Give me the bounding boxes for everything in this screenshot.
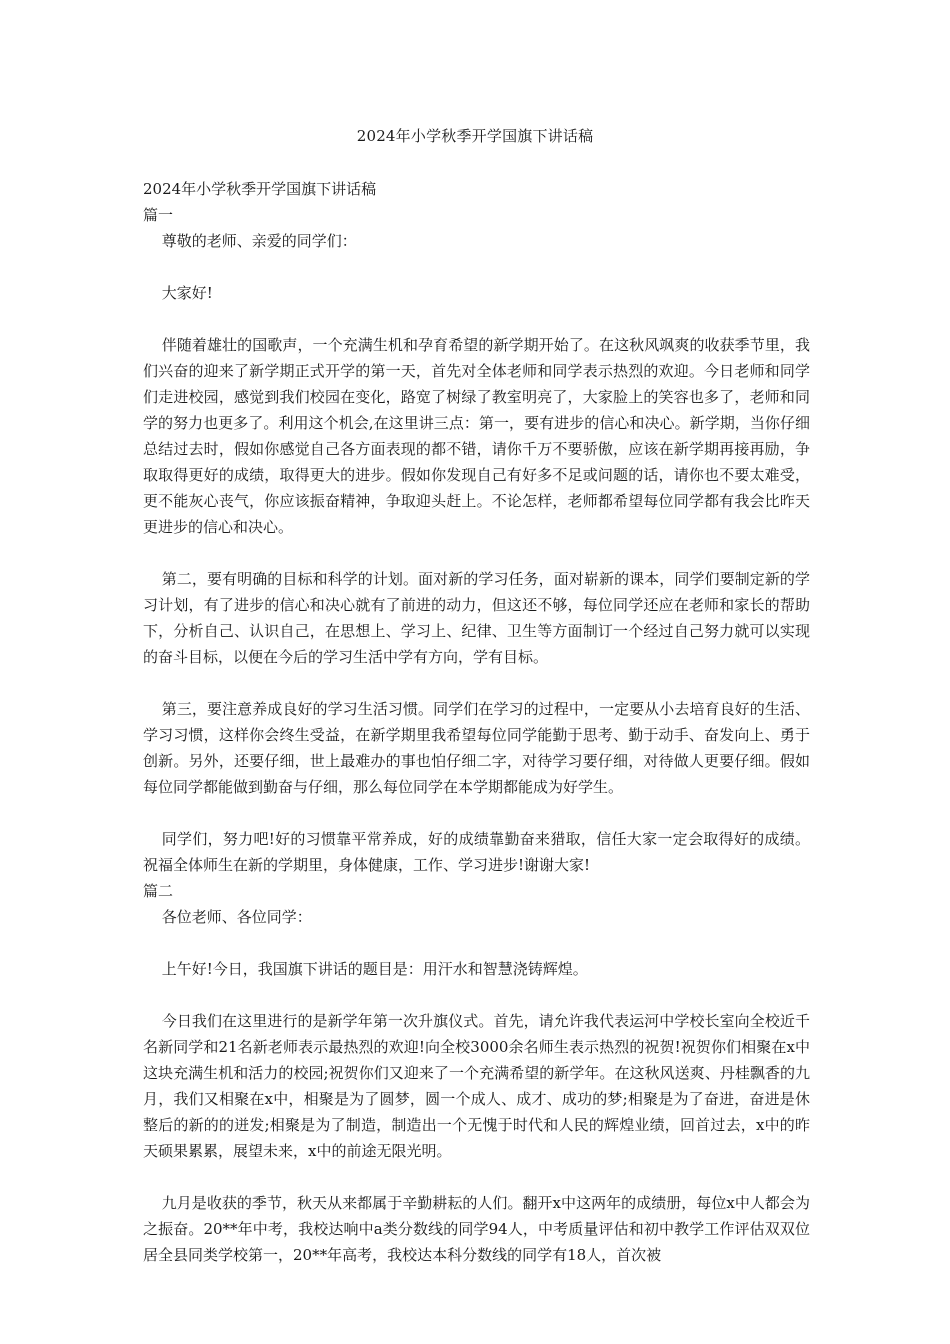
spacer bbox=[143, 800, 810, 826]
section2-paragraph-2: 九月是收获的季节，秋天从来都属于辛勤耕耘的人们。翻开x中这两年的成绩册，每位x中人都会为之振奋。20**年中考，我校达响中a类分数线的同学94人，中考质量评估和初中教学工作评估双双位居全县同类学校第一，20**年高考，我校达本科分数线的同学有18人，首次被 bbox=[143, 1194, 810, 1264]
document-title: 2024年小学秋季开学国旗下讲话稿 bbox=[356, 127, 594, 145]
section2-label: 篇二 bbox=[143, 882, 174, 900]
spacer bbox=[143, 982, 810, 1008]
spacer bbox=[143, 254, 810, 280]
spacer bbox=[143, 1164, 810, 1190]
section1-paragraph-1: 伴随着雄壮的国歌声，一个充满生机和孕育希望的新学期开始了。在这秋风飒爽的收获季节里，我们兴奋的迎来了新学期正式开学的第一天，首先对全体老师和同学表示热烈的欢迎。今日老师和同学们走进校园，感觉到我们校园在变化，路宽了树绿了教室明亮了，大家脸上的笑容也多了，老师和同学的努力也更多了。利用这个机会,在这里讲三点：第一，要有进步的信心和决心。新学期，当你仔细总结过去时，假如你感觉自己各方面表现的都不错，请你千万不要骄傲，应该在新学期再接再励，争取取得更好的成绩，取得更大的进步。假如你发现自己有好多不足或问题的话，请你也不要太难受，更不能灰心丧气，你应该振奋精神，争取迎头赶上。不论怎样，老师都希望每位同学都有我会比昨天更进步的信心和决心。 bbox=[143, 336, 810, 536]
spacer bbox=[143, 306, 810, 332]
section1-paragraph-4: 同学们，努力吧!好的习惯靠平常养成，好的成绩靠勤奋来猎取，信任大家一定会取得好的成绩。祝福全体师生在新的学期里，身体健康，工作、学习进步!谢谢大家! bbox=[143, 830, 810, 874]
section1-label: 篇一 bbox=[143, 206, 174, 224]
section1-salutation: 尊敬的老师、亲爱的同学们： bbox=[161, 232, 357, 250]
spacer bbox=[143, 540, 810, 566]
section2-salutation: 各位老师、各位同学： bbox=[161, 908, 312, 926]
section1-greeting: 大家好! bbox=[161, 284, 213, 302]
section1-paragraph-3: 第三，要注意养成良好的学习生活习惯。同学们在学习的过程中，一定要从小去培育良好的生活、学习习惯，这样你会终生受益，在新学期里我希望每位同学能勤于思考、勤于动手、奋发向上、勇于创新。另外，还要仔细，世上最难办的事也怕仔细二字，对待学习要仔细，对待做人更要仔细。假如每位同学都能做到勤奋与仔细，那么每位同学在本学期都能成为好学生。 bbox=[143, 700, 810, 796]
section1-paragraph-2: 第二，要有明确的目标和科学的计划。面对新的学习任务，面对崭新的课本，同学们要制定新的学习计划，有了进步的信心和决心就有了前进的动力，但这还不够，每位同学还应在老师和家长的帮助下，分析自己、认识自己，在思想上、学习上、纪律、卫生等方面制订一个经过自己努力就可以实现的奋斗目标，以便在今后的学习生活中学有方向，学有目标。 bbox=[143, 570, 810, 666]
section2-greeting: 上午好!今日，我国旗下讲话的题目是：用汗水和智慧浇铸辉煌。 bbox=[161, 960, 588, 978]
document-body bbox=[143, 176, 810, 1268]
spacer bbox=[143, 670, 810, 696]
section2-paragraph-1: 今日我们在这里进行的是新学年第一次升旗仪式。首先，请允许我代表运河中学校长室向全校近千名新同学和21名新老师表示最热烈的欢迎!向全校3000余名师生表示热烈的祝贺!祝贺你们相聚在x中这块充满生机和活力的校园;祝贺你们又迎来了一个充满希望的新学年。在这秋风送爽、丹桂飘香的九月，我们又相聚在x中，相聚是为了圆梦，圆一个成人、成才、成功的梦;相聚是为了奋进，奋进是休整后的新的的迸发;相聚是为了制造，制造出一个无愧于时代和人民的辉煌业绩，回首过去，x中的昨天硕果累累，展望未来，x中的前途无限光明。 bbox=[143, 1012, 810, 1160]
document-subtitle: 2024年小学秋季开学国旗下讲话稿 bbox=[143, 180, 377, 198]
spacer bbox=[143, 930, 810, 956]
